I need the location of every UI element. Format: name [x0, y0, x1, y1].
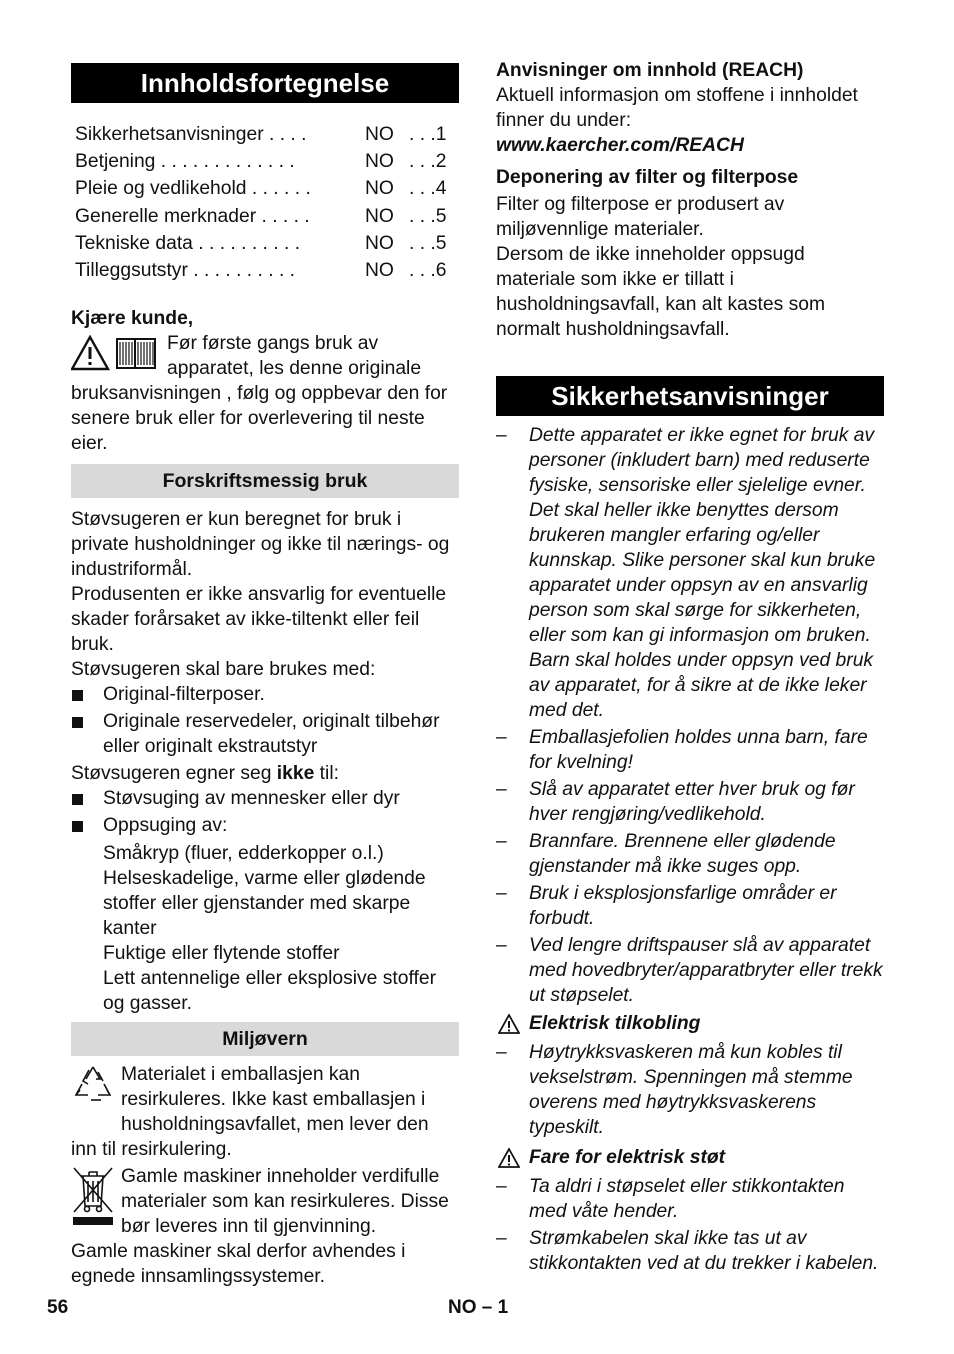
toc-dots: . . . . . . . . . . . . . — [155, 151, 295, 173]
toc-dots: . . . . . . . . . . — [187, 260, 296, 282]
warning-icon — [498, 1014, 520, 1034]
safety-item: – Brannfare. Brennene eller glødende gjenstander må ikke suges opp. — [496, 829, 884, 879]
toc-row[interactable] — [75, 121, 457, 148]
safety-item: – Høytrykksvaskeren må kun kobles til vekselstrøm. Spenningen må stemme overens med høytrykksvaskerens typeskilt. — [496, 1040, 884, 1140]
filter-p1: Filter og filterpose er produsert av miljøvennlige materialer. — [496, 194, 785, 240]
warning-icon — [498, 1148, 520, 1168]
toc-lang: NO — [365, 232, 394, 254]
toc-dots: . . . . . . . . . . — [192, 232, 301, 254]
toc-lang: NO — [365, 260, 394, 282]
toc-page: . . .5 — [409, 205, 447, 227]
left-column — [71, 63, 459, 1289]
toc-page: . . .1 — [409, 124, 447, 146]
toc-page: . . .4 — [409, 178, 447, 200]
warning-manual-icon — [71, 335, 159, 378]
sub-item: Fuktige eller flytende stoffer — [103, 943, 340, 965]
toc-row[interactable] — [75, 203, 457, 230]
not-allowed-list — [71, 786, 459, 838]
toc-dots: . . . . . . — [246, 178, 311, 200]
electric-list — [496, 1040, 884, 1140]
toc-page: . . .6 — [409, 260, 447, 282]
sub-item: Helseskadelige, varme eller glødende stoffer eller gjenstander med skarpe kanter — [103, 868, 426, 940]
list-item: Original-filterposer. — [71, 682, 459, 707]
shock-heading-text: Fare for elektrisk støt — [529, 1147, 726, 1168]
environment-p1: Materialet i emballasjen kan resirkuleres. Ikke kast emballasjen i husholdningsavfallet, men lever den inn til resirkulering. — [71, 1064, 429, 1161]
recycle-icon — [71, 1062, 115, 1113]
list-item: Støvsuging av mennesker eller dyr — [71, 786, 459, 811]
toc-entry-title: Betjening — [75, 151, 156, 173]
toc-entry-title: Pleie og vedlikehold — [75, 178, 247, 200]
safety-item: – Dette apparatet er ikke egnet for bruk av personer (inkludert barn) med reduserte fysiske, sensoriske eller sjelelige evner. Det skal heller ikke benyttes dersom brukeren mangler erfaring og/eller kunnskap. Slike personer skal kun bruke apparatet under oppsyn av en ansvarlig person som skal sørge for sikkerheten, eller som kan gi informasjon om bruken. Barn skal holdes under oppsyn ved bruk av apparatet, for å sikre at de ikke leker med det. — [496, 423, 884, 723]
reach-url[interactable]: www.kaercher.com/REACH — [496, 135, 744, 156]
toc-title: Innholdsfortegnelse — [71, 63, 459, 103]
toc-entry-title: Sikkerhetsanvisninger — [75, 124, 264, 146]
intro-block — [71, 331, 459, 456]
safety-item: – Ta aldri i støpselet eller stikkontakten med våte hender. — [496, 1174, 884, 1224]
toc-row[interactable] — [75, 175, 457, 202]
safety-item: – Slå av apparatet etter hver bruk og før hver rengjøring/vedlikehold. — [496, 777, 884, 827]
reach-text: Aktuell informasjon om stoffene i innholdet finner du under: — [496, 85, 858, 131]
toc-row[interactable] — [75, 257, 457, 284]
safety-item: – Emballasjefolien holdes unna barn, fare for kvelning! — [496, 725, 884, 775]
list-item: Oppsuging av: — [71, 813, 459, 838]
list-item: Originale reservedeler, originalt tilbehør eller originalt ekstrautstyr — [71, 709, 459, 759]
safety-item: – Bruk i eksplosjonsfarlige områder er forbudt. — [496, 881, 884, 931]
crossed-bin-icon — [71, 1164, 115, 1237]
intended-use-p2: Produsenten er ikke ansvarlig for eventuelle skader forårsaket av ikke-tiltenkt eller feil bruk. — [71, 584, 447, 656]
allowed-list — [71, 682, 459, 759]
toc-lang: NO — [365, 205, 394, 227]
filter-heading: Deponering av filter og filterpose — [496, 167, 799, 188]
toc-page: . . .5 — [409, 232, 447, 254]
weee-block — [71, 1164, 459, 1239]
shock-heading — [496, 1145, 884, 1170]
environment-p2: Gamle maskiner inneholder verdifulle materialer som kan resirkuleres. Disse bør leveres inn til gjenvinning. — [121, 1166, 449, 1238]
p4-bold: ikke — [276, 763, 315, 785]
filter-p2: Dersom de ikke inneholder oppsugd materiale som ikke er tillatt i husholdningsavfall, kan alt kastes som normalt husholdningsavfall. — [496, 244, 826, 340]
intended-use-p1: Støvsugeren er kun beregnet for bruk i private husholdninger og ikke til nærings- og industriformål. — [71, 509, 450, 581]
toc-lang: NO — [365, 178, 394, 200]
p4-pre: Støvsugeren egner seg — [71, 763, 277, 785]
safety-list — [496, 423, 884, 1008]
sub-list — [71, 841, 459, 1016]
safety-title: Sikkerhetsanvisninger — [496, 376, 884, 416]
recycle-block — [71, 1062, 459, 1162]
safety-item: – Ved lengre driftspauser slå av apparatet med hovedbryter/apparatbryter eller trekk ut støpselet. — [496, 933, 884, 1008]
toc-row[interactable] — [75, 148, 457, 175]
electric-heading-text: Elektrisk tilkobling — [529, 1013, 701, 1034]
intro-text: Før første gangs bruk av apparatet, les denne originale bruksanvisningen , følg og oppbevar den for senere bruk eller for overlevering til neste eier. — [71, 333, 448, 455]
toc-entry-title: Tekniske data — [75, 232, 193, 254]
intended-use-p3: Støvsugeren skal bare brukes med: — [71, 659, 376, 681]
safety-item: – Strømkabelen skal ikke tas ut av stikkontakten ved at du trekker i kabelen. — [496, 1226, 884, 1276]
toc-lang: NO — [365, 151, 394, 173]
reach-heading: Anvisninger om innhold (REACH) — [496, 60, 804, 81]
p4-post: til: — [314, 763, 339, 785]
toc-table — [75, 121, 457, 284]
sub-item: Småkryp (fluer, edderkopper o.l.) — [103, 843, 384, 865]
environment-p3: Gamle maskiner skal derfor avhendes i egnede innsamlingssystemer. — [71, 1241, 406, 1288]
intended-use-p4 — [71, 761, 459, 786]
toc-entry-title: Generelle merknader — [75, 205, 257, 227]
toc-dots: . . . . . — [256, 205, 310, 227]
toc-dots: . . . . — [263, 124, 307, 146]
greeting: Kjære kunde, — [71, 308, 194, 330]
page-number: 56 — [47, 1297, 69, 1318]
toc-row[interactable] — [75, 230, 457, 257]
page-code: NO – 1 — [448, 1297, 509, 1318]
toc-page: . . .2 — [409, 151, 447, 173]
environment-heading: Miljøvern — [71, 1022, 459, 1056]
toc-entry-title: Tilleggsutstyr — [75, 260, 188, 282]
toc-lang: NO — [365, 124, 394, 146]
sub-item: Lett antennelige eller eksplosive stoffer og gasser. — [103, 968, 436, 1015]
electric-heading — [496, 1011, 884, 1036]
right-column — [496, 58, 884, 1278]
shock-list — [496, 1174, 884, 1276]
intended-use-heading: Forskriftsmessig bruk — [71, 464, 459, 498]
